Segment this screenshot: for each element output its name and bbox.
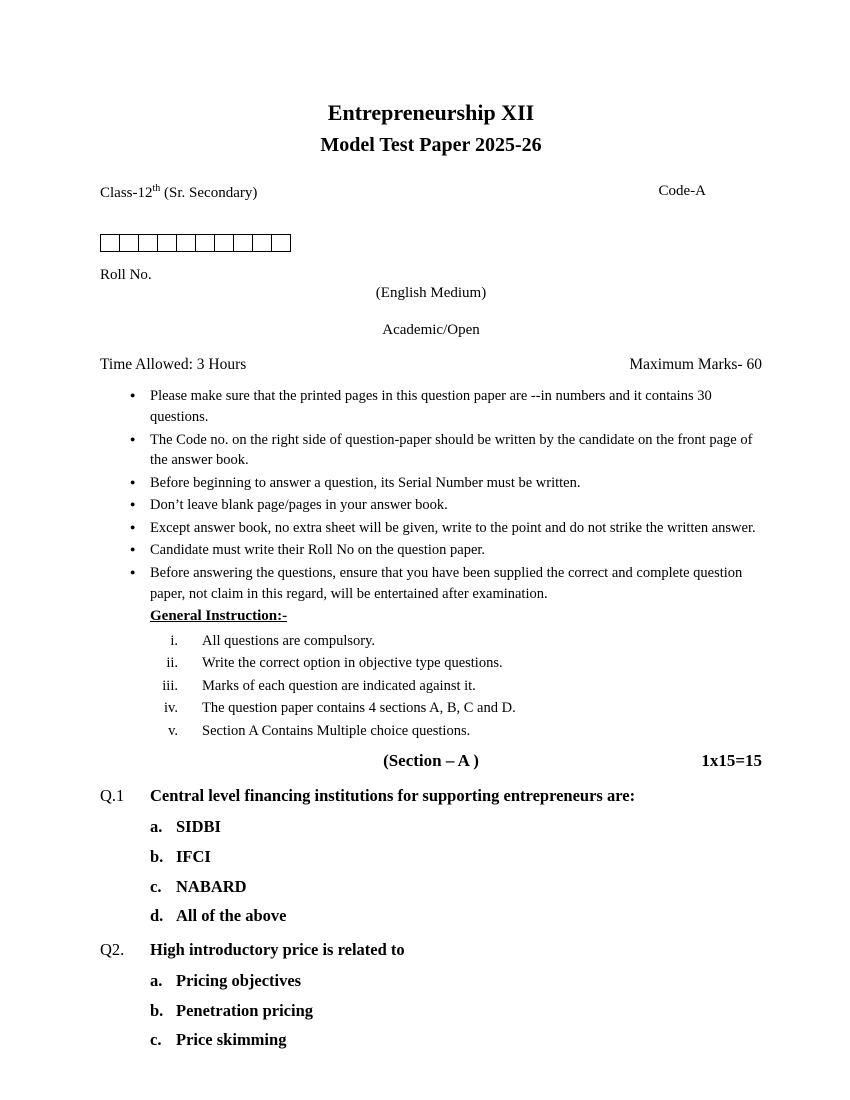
question-line [100,786,762,807]
question-block [100,940,762,1050]
instruction-item: ● Candidate must write their Roll No on the question paper. [130,540,762,561]
section-marks: 1x15=15 [701,751,762,771]
question-option [150,877,762,897]
option-text: Penetration pricing [176,1000,314,1020]
roll-box [271,234,291,252]
general-instruction-item [100,675,762,697]
roll-number-boxes [100,234,762,252]
question-option [150,847,762,867]
roll-box [138,234,158,252]
option-text: NABARD [176,876,247,896]
section-title: (Section – A ) [383,751,479,771]
option-text: IFCI [176,846,211,866]
option-text: All of the above [176,906,287,926]
general-instruction-text: Marks of each question are indicated against it. [202,677,476,694]
general-instruction-number: i. [170,632,178,649]
general-instruction-number: iii. [162,677,178,694]
roll-box [233,234,253,252]
time-allowed-label: Time Allowed: 3 Hours [100,356,247,374]
option-letter: b. [150,1000,164,1020]
option-text: Pricing objectives [176,970,302,990]
general-instruction-item [100,630,762,652]
question-option [150,1001,762,1021]
instruction-item: ● Please make sure that the printed pages in this question paper are --in numbers and it contains 30 questions. [130,386,762,427]
roll-box [214,234,234,252]
option-letter: b. [150,846,164,866]
roll-box [100,234,120,252]
question-line [100,940,762,961]
general-instruction-heading: General Instruction:- [150,608,288,625]
instruction-item: ● Except answer book, no extra sheet will be given, write to the point and do not strike the written answer. [130,518,762,539]
question-option [150,971,762,991]
instruction-item: ● Before beginning to answer a question, its Serial Number must be written. [130,473,762,494]
option-text: Price skimming [176,1030,287,1050]
option-letter: c. [150,1030,162,1050]
option-letter: a. [150,970,163,990]
roll-box [119,234,139,252]
question-option [150,1030,762,1050]
general-instruction-item [100,697,762,719]
general-instruction-item [100,720,762,742]
roll-box [176,234,196,252]
document-subtitle: Model Test Paper 2025-26 [320,134,542,157]
class-label [100,183,257,202]
general-instruction-number: iv. [164,700,178,717]
roll-no-label: Roll No. [100,267,152,284]
roll-box [195,234,215,252]
question-number: Q2. [100,940,125,960]
question-block [100,786,762,926]
general-instruction-text: All questions are compulsory. [202,632,376,649]
general-instruction-text: Section A Contains Multiple choice questions. [202,722,471,739]
time-marks-row [100,356,762,374]
instruction-item: ● The Code no. on the right side of question-paper should be written by the candidate on the front page of the answer book. [130,430,762,471]
option-text: SIDBI [176,816,221,836]
general-instruction-number: v. [168,722,178,739]
class-code-row [100,183,762,202]
instruction-item: ● Before answering the questions, ensure that you have been supplied the correct and complete question paper, not claim in this regard, will be entertained after examination. [130,563,762,604]
max-marks-label: Maximum Marks- 60 [629,356,762,374]
general-instruction-number: ii. [166,655,178,672]
section-header [100,750,762,772]
option-letter: c. [150,876,162,896]
instruction-item: ● Don’t leave blank page/pages in your answer book. [130,495,762,516]
medium-label: (English Medium) [375,285,487,302]
instructions-list [100,386,762,604]
question-option [150,817,762,837]
code-label: Code-A [658,183,706,200]
question-option [150,906,762,926]
general-instructions-list [100,630,762,742]
class-superscript: th [152,183,161,195]
question-text: High introductory price is related to [150,940,405,960]
question-text: Central level financing institutions for supporting entrepreneurs are: [150,786,636,806]
roll-box [252,234,272,252]
general-instruction-item [100,652,762,674]
stream-label: Academic/Open [382,322,480,339]
document-title: Entrepreneurship XII [327,100,535,125]
class-suffix: (Sr. Secondary) [160,185,258,202]
roll-box [157,234,177,252]
general-instruction-text: The question paper contains 4 sections A, B, C and D. [202,700,516,717]
general-instruction-text: Write the correct option in objective type questions. [202,655,503,672]
question-number: Q.1 [100,786,125,806]
class-prefix: Class-12 [100,185,153,202]
option-letter: a. [150,816,163,836]
option-letter: d. [150,906,164,926]
